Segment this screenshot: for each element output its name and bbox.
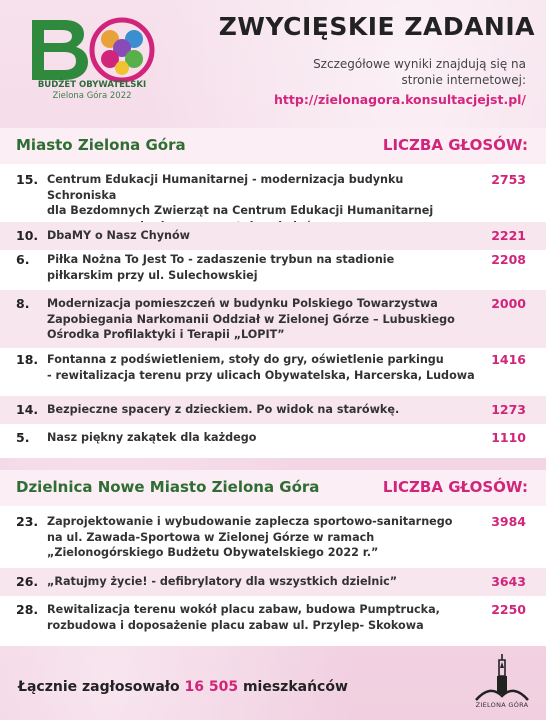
- project-votes: 1273: [491, 402, 526, 417]
- city-logo-caption: ZIELONA GÓRA: [475, 701, 529, 709]
- project-title: [47, 352, 475, 383]
- project-row: [0, 430, 546, 454]
- project-title-line: Rewitalizacja terenu wokół placu zabaw, budowa Pumptrucka,: [47, 603, 440, 616]
- total-prefix: Łącznie zagłosowało: [18, 679, 180, 695]
- info-line-2: stronie internetowej:: [401, 73, 526, 87]
- project-title-line: DbaMY o Nasz Chynów: [47, 229, 190, 242]
- total-suffix: mieszkańców: [242, 679, 348, 695]
- project-number: 15.: [16, 172, 39, 187]
- project-votes: 2208: [491, 252, 526, 267]
- project-number: 18.: [16, 352, 39, 367]
- total-voters: [18, 679, 348, 695]
- project-title-line: Piłka Nożna To Jest To - zadaszenie trybun na stadionie: [47, 253, 395, 266]
- project-number: 10.: [16, 228, 39, 243]
- project-title-line: na ul. Zawada-Sportowa w Zielonej Górze w ramach: [47, 530, 375, 544]
- project-votes: 2250: [491, 602, 526, 617]
- project-number: 26.: [16, 574, 39, 589]
- project-title: [47, 402, 475, 418]
- section-title: Dzielnica Nowe Miasto Zielona Góra: [16, 478, 320, 496]
- project-title: [47, 514, 475, 561]
- project-number: 23.: [16, 514, 39, 529]
- project-list-nowe-miasto: [0, 506, 546, 646]
- project-title-line: „Zielonogórskiego Budżetu Obywatelskiego 2022 r.”: [47, 546, 379, 559]
- project-votes: 1416: [491, 352, 526, 367]
- info-line-1: Szczegółowe wyniki znajdują się na: [313, 57, 526, 71]
- project-title-line: rozbudowa i doposażenie placu zabaw ul. Przylep- Skokowa: [47, 618, 424, 632]
- project-title-line: Zapobiegania Narkomanii Oddział w Zielonej Górze – Lubuskiego: [47, 312, 455, 326]
- project-title: [47, 252, 475, 283]
- project-row: [0, 172, 546, 222]
- section-header-miasto: [0, 128, 546, 164]
- votes-column-header: LICZBA GŁOSÓW:: [382, 136, 528, 154]
- project-votes: 2753: [491, 172, 526, 187]
- project-title-line: Modernizacja pomieszczeń w budynku Polskiego Towarzystwa: [47, 297, 438, 310]
- project-title-line: Nasz piękny zakątek dla każdego: [47, 431, 257, 444]
- project-votes: 2000: [491, 296, 526, 311]
- project-number: 5.: [16, 430, 30, 445]
- logo-subtext: Zielona Góra 2022: [52, 91, 132, 101]
- project-title-line: dla Bezdomnych Zwierząt na Centrum Edukacji Humanitarnej: [47, 204, 434, 217]
- project-title-line: Ośrodka Profilaktyki i Terapii „LOPIT”: [47, 328, 285, 341]
- project-title-line: Bezpieczne spacery z dzieckiem. Po widok na starówkę.: [47, 403, 400, 416]
- total-count: 16 505: [184, 679, 239, 695]
- project-number: 28.: [16, 602, 39, 617]
- project-row: [0, 514, 546, 566]
- project-votes: 2221: [491, 228, 526, 243]
- project-row: [0, 252, 546, 292]
- project-title: [47, 430, 475, 446]
- project-title-line: Centrum Edukacji Humanitarnej - modernizacja budynku Schroniska: [47, 173, 404, 202]
- project-title: [47, 296, 475, 343]
- project-row: [0, 568, 546, 596]
- project-row: [0, 602, 546, 642]
- project-number: 14.: [16, 402, 39, 417]
- results-link[interactable]: http://zielonagora.konsultacjejst.pl/: [274, 92, 526, 107]
- project-title-line: „Ratujmy życie! - defibrylatory dla wszystkich dzielnic”: [47, 575, 398, 588]
- project-votes: 3643: [491, 574, 526, 589]
- project-title: [47, 574, 475, 590]
- project-number: 6.: [16, 252, 30, 267]
- project-row: [0, 352, 546, 392]
- project-row: [0, 396, 546, 424]
- project-title-line: Fontanna z podświetleniem, stoły do gry, oświetlenie parkingu: [47, 353, 444, 366]
- votes-column-header: LICZBA GŁOSÓW:: [382, 478, 528, 496]
- project-title-line: - rewitalizacja terenu przy ulicach Obywatelska, Harcerska, Ludowa: [47, 368, 475, 382]
- logo-caption: [22, 80, 162, 102]
- logo-text: BUDŻET OBYWATELSKI: [37, 80, 147, 90]
- project-votes: 3984: [491, 514, 526, 529]
- page-title: ZWYCIĘSKIE ZADANIA: [218, 12, 535, 41]
- project-number: 8.: [16, 296, 30, 311]
- project-title: [47, 228, 475, 244]
- project-votes: 1110: [491, 430, 526, 445]
- project-row: [0, 290, 546, 348]
- project-list-miasto: [0, 164, 546, 458]
- project-title-line: Zaprojektowanie i wybudowanie zaplecza sportowo-sanitarnego: [47, 515, 453, 528]
- results-info: [230, 56, 526, 88]
- project-row: [0, 222, 546, 250]
- project-title-line: piłkarskim przy ul. Sulechowskiej: [47, 268, 258, 282]
- project-title: [47, 602, 475, 633]
- section-header-nowe-miasto: [0, 470, 546, 506]
- section-title: Miasto Zielona Góra: [16, 136, 186, 154]
